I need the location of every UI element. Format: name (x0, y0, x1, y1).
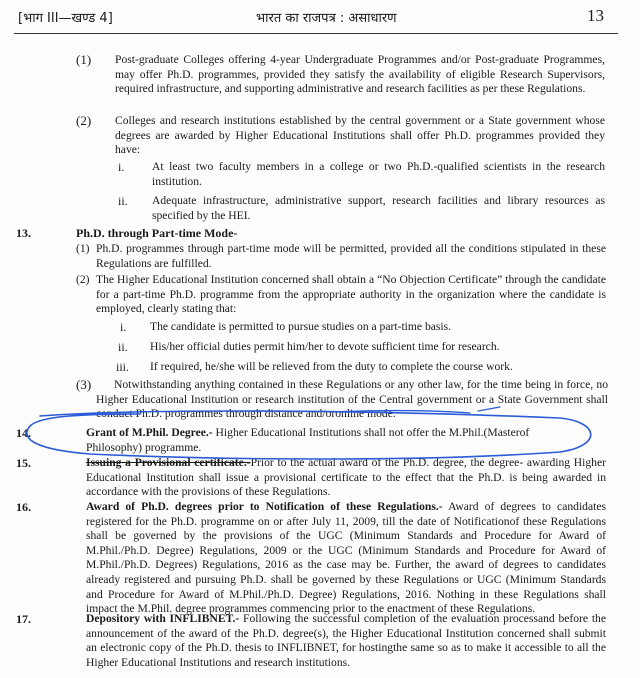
section-heading: Depository with INFLIBNET.- (86, 612, 240, 625)
page-number: 13 (587, 6, 604, 25)
section-heading: Ph.D. through Part-time Mode- (76, 226, 238, 240)
paragraph: If required, he/she will be relieved from the duty to complete the course work. (150, 360, 513, 373)
sub-item-number: i. (118, 160, 125, 174)
section-text: Higher Educational Institutions shall not offer the M.Phil.(Masterof Philosophy) programme. (86, 426, 530, 454)
sub-item-number: ii. (118, 194, 128, 208)
header-part-label: [भाग III—खण्ड 4] (18, 11, 113, 26)
paragraph: Ph.D. programmes through part-time mode will be permitted, provided all the conditions stipulated in these Regulations are fulfilled. (96, 242, 606, 270)
paragraph: Notwithstanding anything contained in these Regulations or any other law, for the time being in force, no Higher Educational Institution or research institution of the Central government or a State Government shall conduct Ph.D. programmes through distance and/oronline mode. (96, 378, 608, 421)
section-paragraph (86, 612, 606, 670)
paragraph: The candidate is permitted to pursue studies on a part-time basis. (150, 320, 452, 333)
section-number: 16. (16, 500, 31, 514)
item-number: (3) (76, 377, 92, 392)
header-gazette-title: भारत का राजपत्र : असाधारण (256, 11, 397, 26)
paragraph: Colleges and research institutions established by the central government or a State government whose degrees are awarded by Higher Educational Institutions shall offer Ph.D. programmes provided they have: (115, 114, 605, 157)
item-number: (2) (76, 113, 92, 128)
section-heading: Award of Ph.D. degrees prior to Notification of these Regulations.- (86, 500, 443, 513)
sub-item-number: i. (120, 320, 127, 334)
item-number: (2) (76, 273, 90, 286)
section-paragraph (86, 426, 556, 455)
item-number: (1) (76, 52, 92, 67)
section-heading: Issuing a Provisional certificate.- (86, 456, 251, 469)
section-number: 17. (16, 612, 31, 626)
section-text: Following the successful completion of the evaluation processand before the announcement of the award of the Ph.D. degree(s), the Higher Educational Institution concerned shall submit an electronic copy of the Ph.D. thesis to INFLIBNET, for hostingthe same so as to make it accessible to all the Higher Educational Institutions and research institutions. (86, 612, 606, 669)
paragraph: Post-graduate Colleges offering 4-year Undergraduate Programmes and/or Post-graduate Programmes, may offer Ph.D. programmes, provided they satisfy the availability of eligible Research Supervisors, required infrastructure, and supporting administrative and research facilities as per these Regulations. (115, 53, 605, 96)
section-number: 14. (16, 426, 31, 440)
item-number: (1) (76, 242, 90, 255)
header-rule (14, 33, 618, 34)
paragraph: The Higher Educational Institution concerned shall obtain a “No Objection Certificate” through the candidate for a part-time Ph.D. programme from the appropriate authority in the organization where the candidate is employed, clearly stating that: (96, 273, 606, 316)
paragraph: Adequate infrastructure, administrative support, research facilities and library resources as specified by the HEI. (152, 194, 605, 222)
section-text: Award of degrees to candidates registered for the Ph.D. programme on or after July 11, 2009, till the date of Notificationof these Regulations shall be governed by the provisions of the UGC (Minimum Standards and Procedure for Award of M.Phil./Ph.D. Degree) Regulations, 2009 or the UGC (Minimum Standards and Procedure for Award of M.Phil./Ph.D. Degrees) Regulations, 2016 as the case may be. Further, the award of degrees to candidates already registered and pursuing Ph.D. shall be governed by these Regulations or UGC (Minimum Standards and Procedure for Award of M.Phil./Ph.D. Degree) Regulations, 2016. Nothing in these Regulations shall impact the M.Phil. degree programmes commencing prior to the enactment of these Regulations. (86, 500, 606, 616)
section-paragraph (86, 456, 606, 500)
section-heading: Grant of M.Phil. Degree.- (86, 426, 213, 439)
paragraph: His/her official duties permit him/her to devote sufficient time for research. (150, 340, 500, 353)
section-text: Prior to the actual award of the Ph.D. degree, the degree- awarding Higher Educational Institution shall issue a provisional certificate to the effect that the Ph.D. is being awarded in accordance with the provisions of these Regulations. (86, 456, 606, 499)
page-header (0, 0, 640, 36)
sub-item-number: iii. (116, 360, 130, 374)
section-number: 13. (16, 226, 31, 240)
section-number: 15. (16, 456, 31, 470)
sub-item-number: ii. (118, 340, 128, 354)
paragraph: At least two faculty members in a college or two Ph.D.-qualified scientists in the research institution. (152, 160, 605, 188)
section-paragraph (86, 500, 606, 617)
